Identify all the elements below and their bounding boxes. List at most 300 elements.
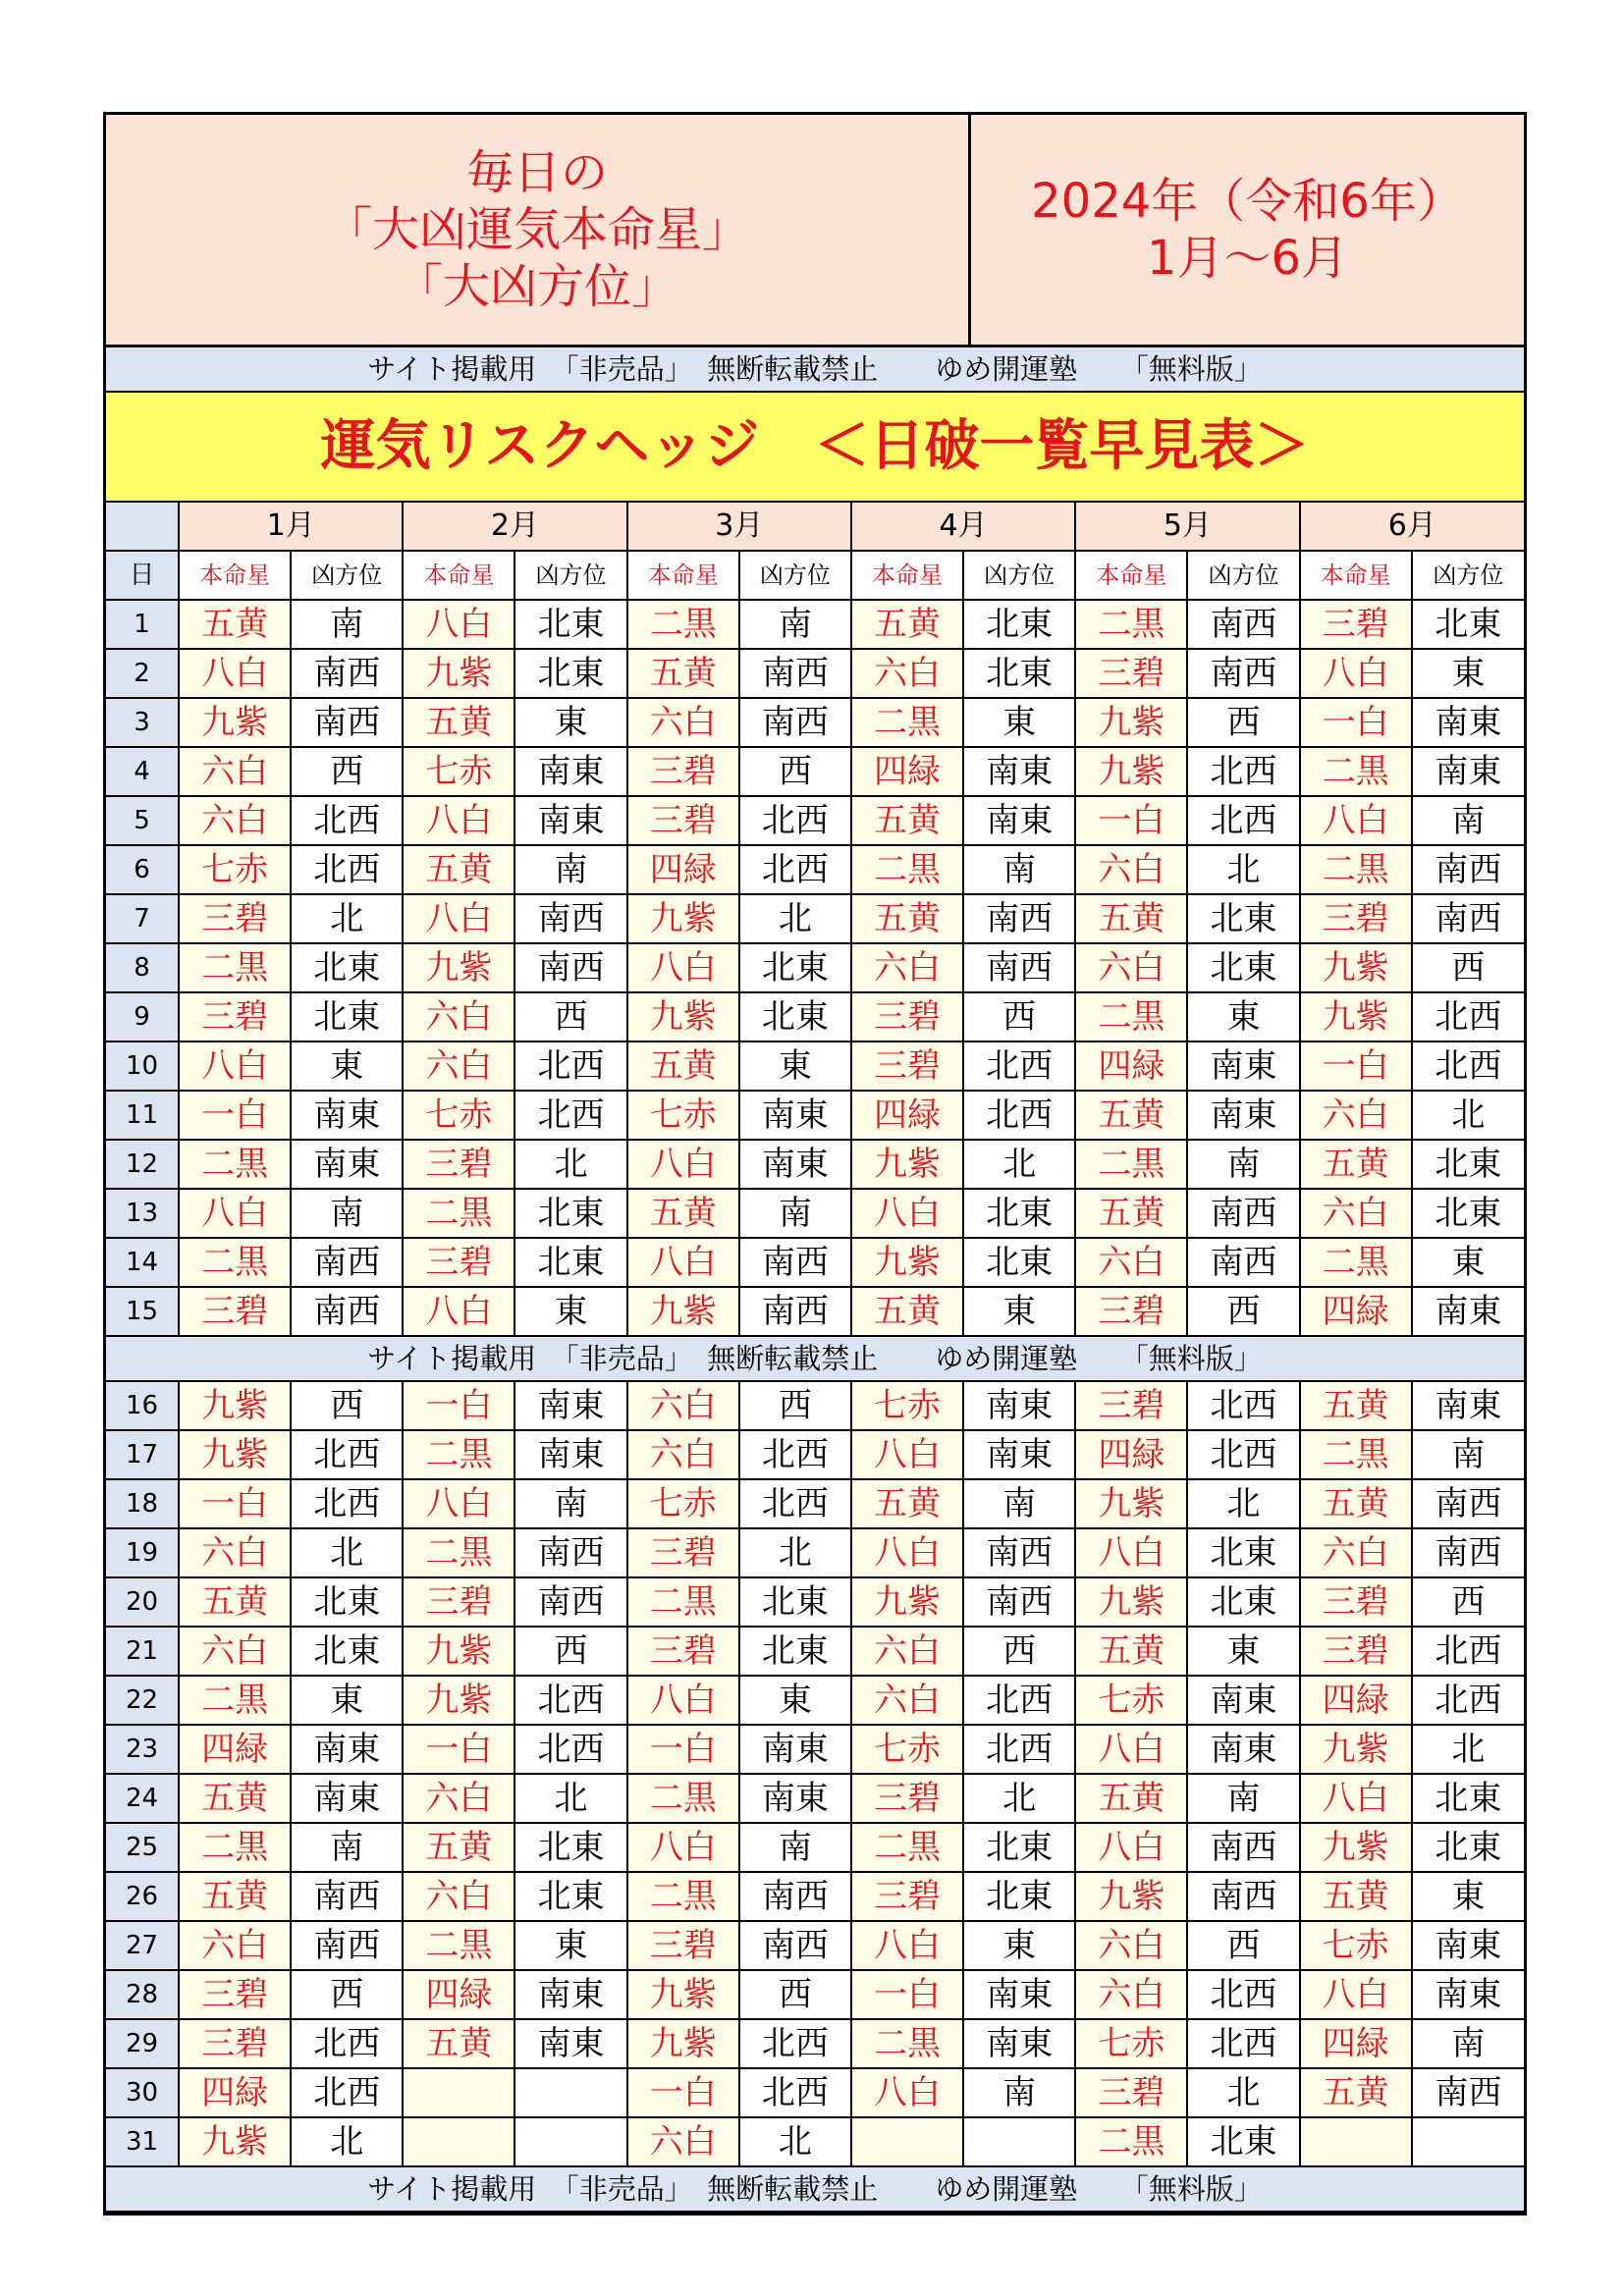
direction-cell: 北東 [1412, 1189, 1524, 1238]
star-cell: 九紫 [1300, 943, 1412, 992]
star-cell: 二黒 [1300, 1238, 1412, 1287]
direction-cell: 東 [1412, 649, 1524, 698]
star-cell: 六白 [179, 747, 291, 796]
star-cell: 三碧 [1300, 600, 1412, 649]
star-cell: 一白 [1300, 1041, 1412, 1091]
direction-cell: 西 [739, 1970, 851, 2019]
direction-cell: 北東 [514, 1823, 626, 1872]
direction-cell: 東 [514, 698, 626, 747]
direction-cell: 北 [963, 1774, 1075, 1823]
direction-cell: 南西 [291, 1872, 403, 1921]
direction-cell: 北東 [963, 1823, 1075, 1872]
star-cell: 二黒 [627, 1872, 739, 1921]
star-cell: 二黒 [1300, 845, 1412, 894]
day-number: 11 [106, 1091, 179, 1140]
direction-cell: 北西 [1412, 1041, 1524, 1091]
star-cell: 九紫 [403, 1627, 514, 1676]
direction-cell: 北 [739, 1528, 851, 1577]
direction-cell: 東 [963, 1287, 1075, 1336]
direction-cell: 南西 [1187, 1872, 1299, 1921]
table-row [106, 943, 1524, 992]
direction-cell: 東 [963, 698, 1075, 747]
star-cell: 二黒 [179, 1676, 291, 1725]
direction-cell: 北西 [1412, 1676, 1524, 1725]
star-cell: 五黄 [403, 698, 514, 747]
direction-cell: 西 [963, 1627, 1075, 1676]
star-cell: 八白 [1300, 796, 1412, 845]
star-cell [403, 2068, 514, 2117]
day-number: 17 [106, 1430, 179, 1479]
direction-cell: 北西 [514, 1041, 626, 1091]
star-cell: 七赤 [1075, 2019, 1187, 2068]
title-block [106, 115, 971, 345]
star-cell: 九紫 [403, 649, 514, 698]
star-cell: 八白 [627, 1140, 739, 1189]
direction-cell: 東 [1187, 992, 1299, 1041]
table-row [106, 1238, 1524, 1287]
day-number: 19 [106, 1528, 179, 1577]
direction-cell: 西 [739, 747, 851, 796]
day-number: 27 [106, 1921, 179, 1970]
star-cell: 六白 [403, 992, 514, 1041]
star-cell: 五黄 [1300, 1381, 1412, 1430]
direction-cell: 南西 [514, 894, 626, 943]
star-cell: 三碧 [1075, 649, 1187, 698]
star-cell: 三碧 [179, 894, 291, 943]
star-cell: 二黒 [1075, 600, 1187, 649]
direction-column-label: 凶方位 [514, 551, 626, 600]
month-header: 2月 [403, 503, 626, 551]
table-row [106, 1479, 1524, 1528]
direction-cell: 南東 [963, 1430, 1075, 1479]
title-line: 「大凶方位」 [395, 259, 678, 314]
star-cell: 六白 [179, 796, 291, 845]
star-cell: 八白 [627, 943, 739, 992]
direction-cell: 西 [1412, 943, 1524, 992]
star-cell: 八白 [851, 1921, 963, 1970]
star-cell: 九紫 [1075, 1479, 1187, 1528]
direction-cell: 東 [514, 1921, 626, 1970]
star-cell: 七赤 [403, 747, 514, 796]
direction-cell: 南 [963, 2068, 1075, 2117]
direction-cell: 南東 [1187, 1091, 1299, 1140]
star-cell: 六白 [627, 2117, 739, 2166]
star-cell: 四緑 [1300, 1287, 1412, 1336]
day-number: 28 [106, 1970, 179, 2019]
star-cell: 二黒 [627, 1577, 739, 1627]
corner-cell [106, 503, 179, 551]
table-row [106, 1381, 1524, 1430]
star-cell: 五黄 [1300, 1140, 1412, 1189]
direction-cell: 東 [963, 1921, 1075, 1970]
direction-cell: 南西 [291, 698, 403, 747]
direction-cell: 南西 [739, 698, 851, 747]
table-row [106, 1774, 1524, 1823]
star-cell: 九紫 [1300, 992, 1412, 1041]
direction-cell: 西 [963, 992, 1075, 1041]
star-cell: 三碧 [1300, 1577, 1412, 1627]
star-cell: 九紫 [1075, 1577, 1187, 1627]
star-cell: 七赤 [1300, 1921, 1412, 1970]
direction-cell: 南 [291, 1823, 403, 1872]
direction-cell: 南東 [1187, 1725, 1299, 1774]
direction-cell: 北東 [739, 992, 851, 1041]
star-cell: 四緑 [851, 747, 963, 796]
direction-cell: 南西 [514, 943, 626, 992]
day-number: 4 [106, 747, 179, 796]
direction-cell: 北 [291, 1528, 403, 1577]
direction-cell: 南 [1412, 2019, 1524, 2068]
direction-cell: 南 [963, 845, 1075, 894]
direction-cell: 南西 [963, 894, 1075, 943]
star-cell: 八白 [627, 1676, 739, 1725]
direction-cell: 北西 [291, 1479, 403, 1528]
star-cell [1300, 2117, 1412, 2166]
direction-cell: 北東 [963, 1189, 1075, 1238]
direction-cell: 北 [1412, 1091, 1524, 1140]
direction-cell: 北西 [739, 796, 851, 845]
star-cell: 三碧 [627, 1528, 739, 1577]
star-cell: 二黒 [627, 600, 739, 649]
direction-cell: 北 [1412, 1725, 1524, 1774]
day-column-label: 日 [106, 551, 179, 600]
star-cell: 三碧 [1075, 2068, 1187, 2117]
star-cell: 八白 [403, 1479, 514, 1528]
star-cell: 五黄 [627, 1189, 739, 1238]
table-row [106, 992, 1524, 1041]
star-column-label: 本命星 [851, 551, 963, 600]
month-header-row [106, 503, 1524, 551]
star-cell: 四緑 [1300, 1676, 1412, 1725]
star-cell: 一白 [179, 1479, 291, 1528]
table-row [106, 1287, 1524, 1336]
star-cell: 二黒 [179, 1823, 291, 1872]
star-cell: 八白 [627, 1238, 739, 1287]
star-cell: 三碧 [851, 992, 963, 1041]
day-number: 22 [106, 1676, 179, 1725]
direction-cell: 北東 [291, 1577, 403, 1627]
direction-cell: 北東 [291, 992, 403, 1041]
direction-cell: 南東 [1412, 1381, 1524, 1430]
direction-cell: 北東 [1412, 1823, 1524, 1872]
star-cell: 三碧 [179, 992, 291, 1041]
direction-cell: 南西 [963, 943, 1075, 992]
direction-cell: 南西 [1412, 2068, 1524, 2117]
direction-cell: 北東 [739, 1627, 851, 1676]
star-cell: 九紫 [1300, 1823, 1412, 1872]
day-number: 9 [106, 992, 179, 1041]
direction-cell: 南西 [739, 1921, 851, 1970]
direction-cell: 北東 [739, 1577, 851, 1627]
star-cell: 五黄 [851, 1479, 963, 1528]
star-cell: 三碧 [179, 1287, 291, 1336]
day-number: 8 [106, 943, 179, 992]
direction-cell: 南東 [963, 747, 1075, 796]
direction-cell: 南東 [1412, 1970, 1524, 2019]
direction-cell: 北東 [1187, 1577, 1299, 1627]
direction-cell: 西 [1187, 1921, 1299, 1970]
star-cell: 六白 [403, 1872, 514, 1921]
star-cell: 五黄 [851, 600, 963, 649]
star-cell: 二黒 [1075, 1140, 1187, 1189]
day-number: 12 [106, 1140, 179, 1189]
star-column-label: 本命星 [1300, 551, 1412, 600]
direction-cell: 北 [739, 2117, 851, 2166]
direction-cell: 北東 [514, 600, 626, 649]
direction-cell: 北東 [963, 1872, 1075, 1921]
direction-cell: 西 [514, 1627, 626, 1676]
star-cell: 五黄 [1075, 1091, 1187, 1140]
direction-cell: 南東 [291, 1774, 403, 1823]
direction-column-label: 凶方位 [1412, 551, 1524, 600]
table-row [106, 2019, 1524, 2068]
day-number: 30 [106, 2068, 179, 2117]
star-cell: 七赤 [627, 1479, 739, 1528]
direction-cell: 南西 [739, 1872, 851, 1921]
table-row [106, 796, 1524, 845]
table-row [106, 845, 1524, 894]
direction-cell: 北西 [739, 2019, 851, 2068]
table-row [106, 1528, 1524, 1577]
direction-cell: 東 [739, 1041, 851, 1091]
star-cell: 二黒 [1075, 2117, 1187, 2166]
star-cell: 二黒 [1300, 1430, 1412, 1479]
star-cell: 二黒 [1075, 992, 1187, 1041]
star-cell: 五黄 [179, 600, 291, 649]
star-cell: 九紫 [179, 1381, 291, 1430]
star-cell: 三碧 [627, 747, 739, 796]
title-line: 毎日の [465, 145, 608, 200]
day-number: 24 [106, 1774, 179, 1823]
direction-column-label: 凶方位 [739, 551, 851, 600]
star-cell: 八白 [627, 1823, 739, 1872]
star-column-label: 本命星 [403, 551, 514, 600]
month-header: 5月 [1075, 503, 1299, 551]
direction-cell: 東 [291, 1676, 403, 1725]
star-cell: 八白 [403, 894, 514, 943]
star-cell: 九紫 [1075, 1872, 1187, 1921]
direction-cell: 北西 [963, 1676, 1075, 1725]
direction-cell: 南東 [291, 1091, 403, 1140]
star-cell: 一白 [851, 1970, 963, 2019]
star-cell: 八白 [1300, 1774, 1412, 1823]
star-cell: 六白 [1075, 943, 1187, 992]
star-cell: 八白 [403, 796, 514, 845]
direction-cell: 南西 [1187, 600, 1299, 649]
star-cell: 四緑 [179, 1725, 291, 1774]
month-header: 6月 [1300, 503, 1524, 551]
star-cell: 三碧 [627, 796, 739, 845]
direction-cell: 西 [514, 992, 626, 1041]
direction-cell [514, 2117, 626, 2166]
star-cell [851, 2117, 963, 2166]
star-cell: 二黒 [403, 1189, 514, 1238]
direction-cell: 南東 [739, 1774, 851, 1823]
direction-cell: 南 [739, 1189, 851, 1238]
day-number: 29 [106, 2019, 179, 2068]
direction-cell: 西 [739, 1381, 851, 1430]
star-cell: 五黄 [627, 649, 739, 698]
direction-cell: 南東 [963, 796, 1075, 845]
star-cell: 九紫 [179, 1430, 291, 1479]
star-cell [403, 2117, 514, 2166]
star-cell: 六白 [851, 943, 963, 992]
star-cell: 九紫 [627, 1970, 739, 2019]
star-column-label: 本命星 [179, 551, 291, 600]
star-cell: 九紫 [627, 2019, 739, 2068]
star-cell: 二黒 [851, 2019, 963, 2068]
day-number: 13 [106, 1189, 179, 1238]
day-number: 5 [106, 796, 179, 845]
direction-cell: 南西 [514, 1528, 626, 1577]
star-cell: 二黒 [179, 943, 291, 992]
star-cell: 六白 [851, 649, 963, 698]
direction-cell: 北西 [291, 796, 403, 845]
star-cell: 七赤 [179, 845, 291, 894]
star-cell: 六白 [1075, 1970, 1187, 2019]
notice-mid: サイト掲載用 「非売品」 無断転載禁止 ゆめ開運塾 「無料版」 [106, 2166, 1524, 2212]
direction-cell: 南西 [1187, 1238, 1299, 1287]
star-cell: 二黒 [851, 845, 963, 894]
direction-cell: 北西 [739, 2068, 851, 2117]
direction-cell: 南西 [291, 1287, 403, 1336]
table-row [106, 1823, 1524, 1872]
star-cell: 三碧 [403, 1577, 514, 1627]
direction-cell: 南東 [1412, 747, 1524, 796]
star-cell: 二黒 [403, 1921, 514, 1970]
period-line: 2024年（令和6年） [1031, 174, 1464, 229]
star-cell: 八白 [851, 2068, 963, 2117]
table-row [106, 1091, 1524, 1140]
star-cell: 六白 [1300, 1091, 1412, 1140]
direction-cell: 北西 [514, 1676, 626, 1725]
period-block [971, 115, 1524, 345]
direction-cell: 西 [291, 747, 403, 796]
star-cell: 四緑 [627, 845, 739, 894]
direction-cell: 北東 [514, 649, 626, 698]
direction-cell: 南西 [1412, 1479, 1524, 1528]
direction-cell: 南東 [963, 2019, 1075, 2068]
direction-cell: 南西 [739, 649, 851, 698]
direction-cell: 東 [291, 1041, 403, 1091]
direction-cell: 北西 [1187, 1381, 1299, 1430]
star-cell: 三碧 [851, 1774, 963, 1823]
star-cell: 五黄 [179, 1872, 291, 1921]
direction-cell: 南 [1187, 1140, 1299, 1189]
star-cell: 六白 [627, 698, 739, 747]
star-cell: 五黄 [851, 796, 963, 845]
star-cell: 八白 [851, 1189, 963, 1238]
star-cell: 三碧 [403, 1238, 514, 1287]
star-cell: 六白 [179, 1627, 291, 1676]
direction-cell: 南 [291, 600, 403, 649]
direction-cell: 北西 [1187, 1970, 1299, 2019]
direction-cell: 北 [291, 2117, 403, 2166]
direction-cell: 東 [1412, 1238, 1524, 1287]
table-row [106, 1430, 1524, 1479]
star-cell: 二黒 [179, 1140, 291, 1189]
star-cell: 七赤 [1075, 1676, 1187, 1725]
direction-cell: 南 [1412, 796, 1524, 845]
direction-cell: 南 [1187, 1774, 1299, 1823]
star-cell: 三碧 [1300, 1627, 1412, 1676]
direction-cell: 南東 [1412, 1921, 1524, 1970]
star-cell: 三碧 [403, 1140, 514, 1189]
star-cell: 九紫 [627, 1287, 739, 1336]
direction-cell: 南東 [739, 1725, 851, 1774]
star-cell: 四緑 [403, 1970, 514, 2019]
star-cell: 三碧 [179, 1970, 291, 2019]
day-number: 1 [106, 600, 179, 649]
star-cell: 八白 [179, 1041, 291, 1091]
star-cell: 九紫 [403, 943, 514, 992]
star-cell: 七赤 [403, 1091, 514, 1140]
direction-cell: 南 [514, 1479, 626, 1528]
direction-column-label: 凶方位 [1187, 551, 1299, 600]
direction-cell: 南西 [1187, 649, 1299, 698]
day-number: 18 [106, 1479, 179, 1528]
star-cell: 五黄 [179, 1774, 291, 1823]
direction-cell: 南 [291, 1189, 403, 1238]
star-cell: 四緑 [851, 1091, 963, 1140]
star-column-label: 本命星 [627, 551, 739, 600]
day-number: 6 [106, 845, 179, 894]
star-cell: 八白 [851, 1528, 963, 1577]
star-cell: 六白 [403, 1774, 514, 1823]
star-cell: 九紫 [1075, 698, 1187, 747]
direction-cell: 北東 [291, 1627, 403, 1676]
star-cell: 九紫 [1075, 747, 1187, 796]
star-cell: 三碧 [851, 1041, 963, 1091]
star-column-label: 本命星 [1075, 551, 1187, 600]
star-cell: 六白 [851, 1627, 963, 1676]
direction-cell: 北 [514, 1774, 626, 1823]
star-cell: 七赤 [627, 1091, 739, 1140]
direction-cell: 南西 [739, 1287, 851, 1336]
direction-column-label: 凶方位 [291, 551, 403, 600]
direction-cell: 南西 [1412, 894, 1524, 943]
direction-cell [1412, 2117, 1524, 2166]
direction-cell: 北東 [963, 649, 1075, 698]
day-number: 23 [106, 1725, 179, 1774]
star-cell: 五黄 [1300, 1479, 1412, 1528]
direction-cell: 西 [1187, 698, 1299, 747]
table-row [106, 1970, 1524, 2019]
star-cell: 四緑 [1300, 2019, 1412, 2068]
direction-cell: 北西 [1187, 1430, 1299, 1479]
star-cell: 五黄 [179, 1577, 291, 1627]
direction-cell: 南東 [739, 1140, 851, 1189]
day-number: 10 [106, 1041, 179, 1091]
direction-cell: 南東 [1412, 1287, 1524, 1336]
month-header: 1月 [179, 503, 403, 551]
table-row [106, 747, 1524, 796]
direction-cell: 南 [1412, 1430, 1524, 1479]
month-header: 3月 [627, 503, 851, 551]
star-cell: 八白 [1300, 1970, 1412, 2019]
direction-column-label: 凶方位 [963, 551, 1075, 600]
star-cell: 五黄 [851, 1287, 963, 1336]
table-row [106, 1577, 1524, 1627]
star-cell: 五黄 [403, 1823, 514, 1872]
direction-cell: 北西 [963, 1041, 1075, 1091]
star-cell: 五黄 [627, 1041, 739, 1091]
direction-cell [514, 2068, 626, 2117]
table-row [106, 1921, 1524, 1970]
star-cell: 六白 [1075, 845, 1187, 894]
sub-header-row [106, 551, 1524, 600]
star-cell: 一白 [179, 1091, 291, 1140]
